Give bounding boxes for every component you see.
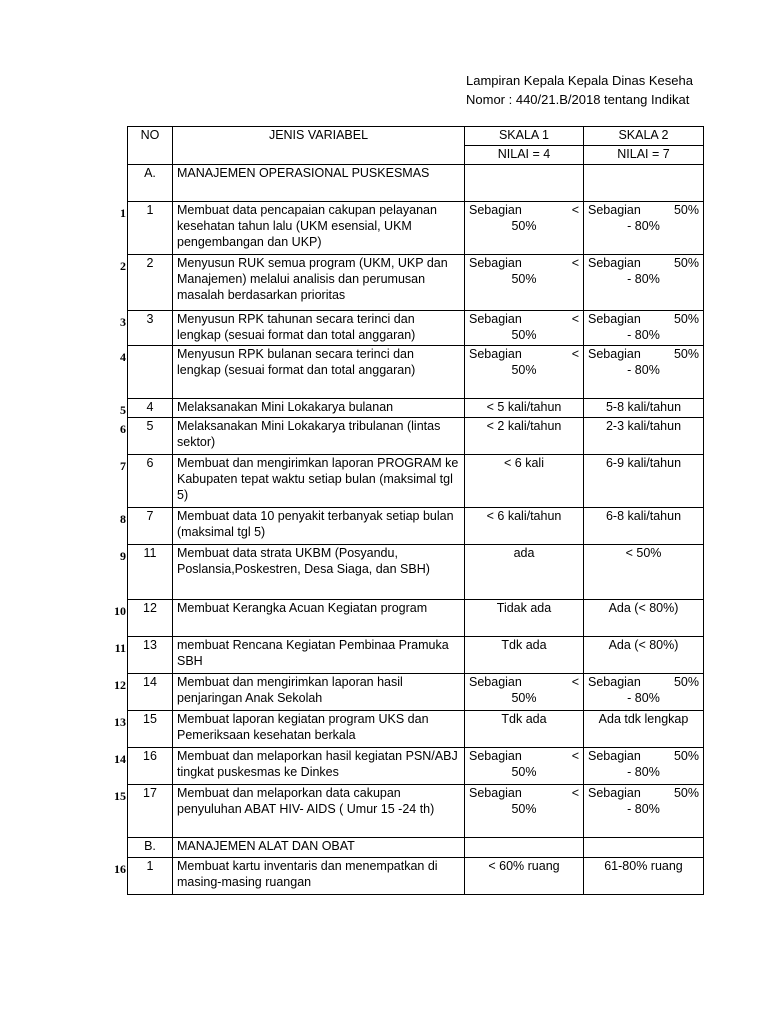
skala-1-line [469, 311, 579, 327]
row-marker: 12 [114, 677, 126, 692]
header-line-2: Nomor : 440/21.B/2018 tentang Indikat [466, 92, 690, 107]
row-variable-text: Melaksanakan Mini Lokakarya tribulanan (lintas sektor) [173, 418, 465, 455]
skala-1-cell [465, 748, 584, 785]
skala-1-cell: < 5 kali/tahun [465, 399, 584, 418]
skala-1-part-b: < [571, 347, 579, 361]
empty-cell [584, 838, 704, 858]
row-no: 7 [128, 508, 173, 545]
row-variable-text: Melaksanakan Mini Lokakarya bulanan [173, 399, 465, 418]
row-marker: 13 [114, 714, 126, 729]
skala-1-part-c: 50% [511, 272, 537, 286]
col-header-no: NO [128, 127, 173, 165]
skala-1-line [469, 748, 579, 764]
table-row [128, 545, 704, 600]
col-header-nilai-1: NILAI = 4 [465, 146, 584, 165]
table-row [128, 711, 704, 748]
row-no: 16 [128, 748, 173, 785]
row-marker: 10 [114, 603, 126, 618]
row-marker: 5 [120, 402, 126, 417]
table-row [128, 399, 704, 418]
row-variable-text: Menyusun RPK bulanan secara terinci dan lengkap (sesuai format dan total anggaran) [173, 346, 465, 399]
skala-1-line [469, 255, 579, 271]
skala-1-part-a: Sebagian [469, 786, 522, 800]
skala-1-part-c: 50% [511, 691, 537, 705]
skala-1-cell [465, 202, 584, 255]
section-b-title: MANAJEMEN ALAT DAN OBAT [173, 838, 465, 858]
row-variable-text: Membuat dan mengirimkan laporan hasil penjaringan Anak Sekolah [173, 674, 465, 711]
skala-1-part-b: < [571, 749, 579, 763]
skala-2-line [588, 674, 699, 690]
row-variable-text: Membuat dan melaporkan hasil kegiatan PSN/ABJ tingkat puskesmas ke Dinkes [173, 748, 465, 785]
skala-2-line [588, 785, 699, 801]
skala-1-part-c: 50% [511, 363, 537, 377]
skala-1-line [469, 785, 579, 801]
row-variable-text: Membuat Kerangka Acuan Kegiatan program [173, 600, 465, 637]
row-variable-text: Membuat dan mengirimkan laporan PROGRAM ke Kabupaten tepat waktu setiap bulan (maksimal tgl 5) [173, 455, 465, 508]
skala-2-part-b: 50% [673, 256, 699, 270]
skala-2-cell: 5-8 kali/tahun [584, 399, 704, 418]
skala-2-part-b: 50% [673, 675, 699, 689]
col-header-nilai-2: NILAI = 7 [584, 146, 704, 165]
col-header-skala-2: SKALA 2 [584, 127, 704, 146]
skala-2-part-c: - 80% [627, 328, 660, 342]
skala-1-part-c: 50% [511, 802, 537, 816]
row-no: 6 [128, 455, 173, 508]
skala-1-part-c: 50% [511, 765, 537, 779]
table-row [128, 508, 704, 545]
row-variable-text: Membuat data 10 penyakit terbanyak setiap bulan (maksimal tgl 5) [173, 508, 465, 545]
skala-2-part-a: Sebagian [588, 786, 641, 800]
table-row [128, 346, 704, 399]
row-no: 1 [128, 202, 173, 255]
skala-2-part-a: Sebagian [588, 256, 641, 270]
skala-1-cell [465, 785, 584, 838]
skala-2-part-b: 50% [673, 786, 699, 800]
skala-1-part-a: Sebagian [469, 749, 522, 763]
skala-2-cell [584, 748, 704, 785]
empty-cell [465, 838, 584, 858]
skala-2-part-c: - 80% [627, 802, 660, 816]
skala-2-part-a: Sebagian [588, 347, 641, 361]
skala-2-line [588, 202, 699, 218]
skala-1-cell [465, 255, 584, 311]
skala-1-cell [465, 674, 584, 711]
table-row [128, 637, 704, 674]
skala-1-part-a: Sebagian [469, 347, 522, 361]
row-variable-text: membuat Rencana Kegiatan Pembinaa Pramuka SBH [173, 637, 465, 674]
row-marker: 7 [120, 458, 126, 473]
row-no: 5 [128, 418, 173, 455]
skala-1-part-b: < [571, 312, 579, 326]
row-no: 4 [128, 399, 173, 418]
skala-2-line [588, 255, 699, 271]
skala-2-cell [584, 311, 704, 346]
empty-cell [584, 165, 704, 202]
skala-2-part-c: - 80% [627, 272, 660, 286]
row-marker: 3 [120, 314, 126, 329]
row-variable-text: Membuat data pencapaian cakupan pelayanan kesehatan tahun lalu (UKM esensial, UKM pengembangan dan UKP) [173, 202, 465, 255]
skala-2-cell: 61-80% ruang [584, 858, 704, 895]
table-row [128, 455, 704, 508]
skala-2-cell: 6-9 kali/tahun [584, 455, 704, 508]
skala-2-cell [584, 674, 704, 711]
skala-1-cell: < 60% ruang [465, 858, 584, 895]
skala-2-part-b: 50% [673, 749, 699, 763]
skala-1-part-c: 50% [511, 328, 537, 342]
skala-1-cell: Tdk ada [465, 711, 584, 748]
row-no: 14 [128, 674, 173, 711]
skala-2-cell: < 50% [584, 545, 704, 600]
col-header-jenis-variabel: JENIS VARIABEL [173, 127, 465, 165]
skala-2-cell: 2-3 kali/tahun [584, 418, 704, 455]
skala-1-part-b: < [571, 786, 579, 800]
skala-1-part-b: < [571, 675, 579, 689]
row-variable-text: Menyusun RUK semua program (UKM, UKP dan Manajemen) melalui analisis dan perumusan masalah berdasarkan prioritas [173, 255, 465, 311]
row-no: 15 [128, 711, 173, 748]
skala-2-part-b: 50% [673, 347, 699, 361]
skala-2-cell [584, 785, 704, 838]
row-no: 2 [128, 255, 173, 311]
row-no: 17 [128, 785, 173, 838]
skala-2-cell: Ada tdk lengkap [584, 711, 704, 748]
skala-1-cell: Tdk ada [465, 637, 584, 674]
skala-2-part-c: - 80% [627, 363, 660, 377]
row-variable-text: Menyusun RPK tahunan secara terinci dan lengkap (sesuai format dan total anggaran) [173, 311, 465, 346]
row-no: 11 [128, 545, 173, 600]
skala-1-part-a: Sebagian [469, 312, 522, 326]
header-line-1: Lampiran Kepala Kepala Dinas Keseha [466, 73, 693, 88]
skala-2-part-c: - 80% [627, 691, 660, 705]
table-row [128, 418, 704, 455]
skala-1-cell: < 6 kali [465, 455, 584, 508]
skala-1-cell: < 2 kali/tahun [465, 418, 584, 455]
row-marker: 1 [120, 205, 126, 220]
skala-1-part-c: 50% [511, 219, 537, 233]
skala-1-cell: Tidak ada [465, 600, 584, 637]
row-variable-text: Membuat data strata UKBM (Posyandu, Poslansia,Poskestren, Desa Siaga, dan SBH) [173, 545, 465, 600]
empty-cell [465, 165, 584, 202]
skala-2-cell: Ada (< 80%) [584, 637, 704, 674]
table-row [128, 674, 704, 711]
skala-1-line [469, 674, 579, 690]
variable-table [127, 126, 704, 895]
table-row [128, 748, 704, 785]
row-no: 3 [128, 311, 173, 346]
skala-2-part-b: 50% [673, 312, 699, 326]
skala-2-line [588, 346, 699, 362]
row-no: 13 [128, 637, 173, 674]
row-variable-text: Membuat kartu inventaris dan menempatkan di masing-masing ruangan [173, 858, 465, 895]
skala-2-part-c: - 80% [627, 765, 660, 779]
skala-1-cell: ada [465, 545, 584, 600]
skala-1-part-b: < [571, 256, 579, 270]
table-row [128, 311, 704, 346]
row-marker: 15 [114, 788, 126, 803]
skala-2-cell: Ada (< 80%) [584, 600, 704, 637]
skala-1-cell [465, 311, 584, 346]
table-row [128, 785, 704, 838]
row-marker: 11 [114, 640, 126, 655]
skala-1-line [469, 346, 579, 362]
skala-2-cell [584, 346, 704, 399]
table-row [128, 600, 704, 637]
section-row-a [128, 165, 704, 202]
skala-1-part-a: Sebagian [469, 203, 522, 217]
skala-1-cell [465, 346, 584, 399]
row-marker: 9 [120, 548, 126, 563]
table-row [128, 858, 704, 895]
table-row [128, 255, 704, 311]
section-row-b [128, 838, 704, 858]
row-no: 1 [128, 858, 173, 895]
row-variable-text: Membuat dan melaporkan data cakupan penyuluhan ABAT HIV- AIDS ( Umur 15 -24 th) [173, 785, 465, 838]
row-marker: 8 [120, 511, 126, 526]
skala-2-part-a: Sebagian [588, 675, 641, 689]
skala-2-line [588, 311, 699, 327]
skala-2-cell: 6-8 kali/tahun [584, 508, 704, 545]
row-no [128, 346, 173, 399]
row-marker: 6 [120, 421, 126, 436]
skala-2-cell [584, 255, 704, 311]
row-variable-text: Membuat laporan kegiatan program UKS dan Pemeriksaan kesehatan berkala [173, 711, 465, 748]
skala-1-part-b: < [571, 203, 579, 217]
skala-2-cell [584, 202, 704, 255]
section-b-no: B. [128, 838, 173, 858]
skala-1-line [469, 202, 579, 218]
section-a-no: A. [128, 165, 173, 202]
skala-2-part-c: - 80% [627, 219, 660, 233]
skala-2-line [588, 748, 699, 764]
section-a-title: MANAJEMEN OPERASIONAL PUSKESMAS [173, 165, 465, 202]
skala-1-cell: < 6 kali/tahun [465, 508, 584, 545]
table-row [128, 202, 704, 255]
col-header-skala-1: SKALA 1 [465, 127, 584, 146]
skala-1-part-a: Sebagian [469, 675, 522, 689]
skala-2-part-a: Sebagian [588, 749, 641, 763]
row-marker: 4 [120, 349, 126, 364]
skala-1-part-a: Sebagian [469, 256, 522, 270]
row-no: 12 [128, 600, 173, 637]
row-marker: 16 [114, 861, 126, 876]
row-marker: 14 [114, 751, 126, 766]
row-marker: 2 [120, 258, 126, 273]
skala-2-part-a: Sebagian [588, 203, 641, 217]
skala-2-part-a: Sebagian [588, 312, 641, 326]
skala-2-part-b: 50% [673, 203, 699, 217]
